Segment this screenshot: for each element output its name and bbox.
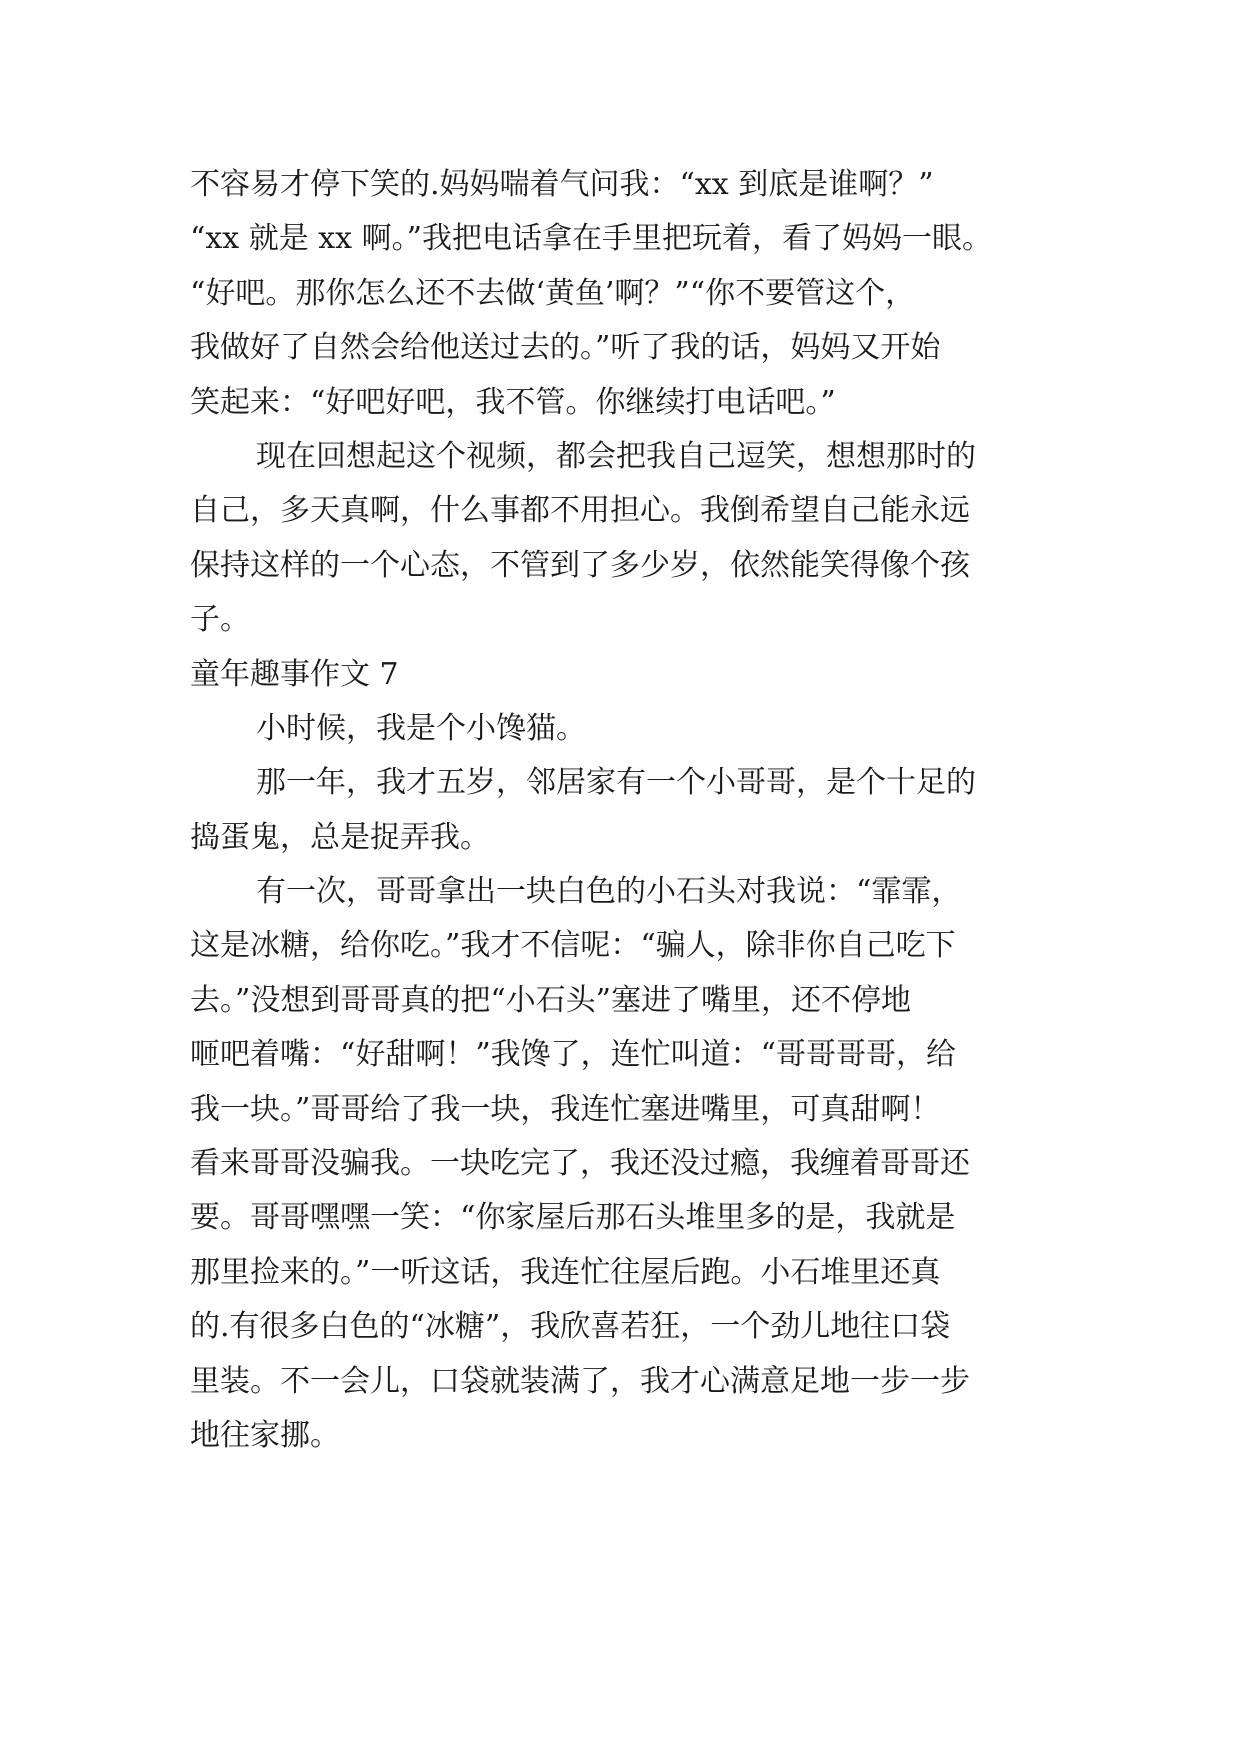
text-line: 自己，多天真啊，什么事都不用担心。我倒希望自己能永远 [190, 493, 970, 529]
text-line: 捣蛋鬼，总是捉弄我。 [190, 819, 490, 855]
section-heading: 童年趣事作文 7 [190, 656, 399, 692]
text-line: 那里捡来的。”一听这话，我连忙往屋后跑。小石堆里还真 [190, 1254, 941, 1290]
text-line: 要。哥哥嘿嘿一笑：“你家屋后那石头堆里多的是，我就是 [190, 1200, 956, 1236]
text-line: 有一次，哥哥拿出一块白色的小石头对我说：“霏霏， [256, 874, 962, 910]
text-line: 里装。不一会儿，口袋就装满了，我才心满意足地一步一步 [190, 1363, 970, 1399]
text-line: 我做好了自然会给他送过去的。”听了我的话，妈妈又开始 [190, 330, 941, 366]
text-line: 地往家挪。 [190, 1417, 340, 1453]
text-line: 那一年，我才五岁，邻居家有一个小哥哥，是个十足的 [256, 765, 976, 801]
text-line: 保持这样的一个心态，不管到了多少岁，依然能笑得像个孩 [190, 547, 970, 583]
text-line: 不容易才停下笑的.妈妈喘着气问我：“xx 到底是谁啊？” [190, 167, 934, 202]
text-line: 我一块。”哥哥给了我一块，我连忙塞进嘴里，可真甜啊！ [190, 1091, 941, 1127]
text-line: “xx 就是 xx 啊。”我把电话拿在手里把玩着，看了妈妈一眼。 [190, 221, 992, 257]
text-line: 的.有很多白色的“冰糖”，我欣喜若狂，一个劲儿地往口袋 [190, 1309, 951, 1345]
text-line: 看来哥哥没骗我。一块吃完了，我还没过瘾，我缠着哥哥还 [190, 1146, 970, 1182]
text-line: 现在回想起这个视频，都会把我自己逗笑，想想那时的 [256, 438, 976, 474]
text-line: 去。”没想到哥哥真的把“小石头”塞进了嘴里，还不停地 [190, 982, 912, 1018]
text-line: 子。 [190, 602, 250, 638]
text-line: 笑起来：“好吧好吧，我不管。你继续打电话吧。” [190, 384, 836, 420]
document-body [190, 158, 1070, 1463]
text-line: 这是冰糖，给你吃。”我才不信呢：“骗人，除非你自己吃下 [190, 928, 956, 964]
text-line: 咂吧着嘴：“好甜啊！”我馋了，连忙叫道：“哥哥哥哥，给 [190, 1037, 957, 1073]
text-line: 小时候，我是个小馋猫。 [256, 710, 586, 746]
text-line: “好吧。那你怎么还不去做‘黄鱼’啊？”“你不要管这个， [190, 275, 916, 311]
